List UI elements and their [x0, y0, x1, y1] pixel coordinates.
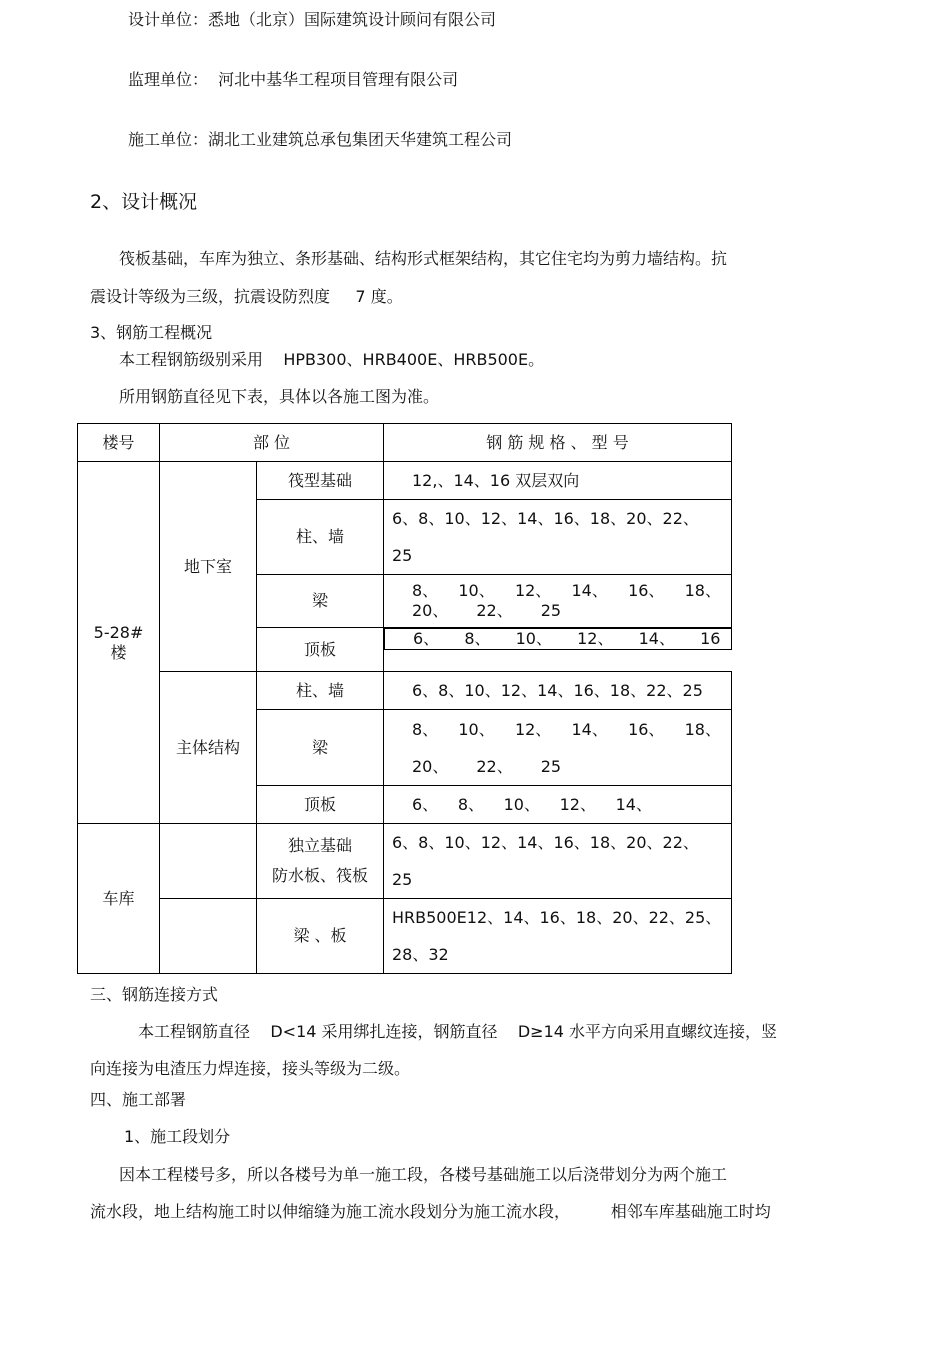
- building-suffix: 楼: [110, 642, 127, 662]
- spec-cell: [384, 710, 732, 786]
- spec-value: 10、: [515, 629, 552, 648]
- spec-value: 22、: [476, 756, 513, 776]
- spec-cell: 6、8、10、12、14、16、18、22、25: [384, 672, 732, 710]
- spec-value: 14、: [571, 719, 608, 739]
- section3-heading: 3、钢筋工程概况: [90, 323, 213, 342]
- spec-line: 25: [392, 870, 413, 889]
- header-building: 楼号: [78, 424, 160, 462]
- table-row: [78, 672, 732, 710]
- table-row: [78, 462, 732, 500]
- section2-heading: 2、设计概况: [90, 191, 198, 213]
- part-line: 防水板、筏板: [271, 866, 368, 885]
- deployment-paragraph-line1: 因本工程楼号多，所以各楼号为单一施工段，各楼号基础施工以后浇带划分为两个施工: [119, 1165, 728, 1184]
- spec-line: 25: [392, 546, 413, 565]
- deployment-heading: 四、施工部署: [90, 1090, 187, 1109]
- spec-line: 28、32: [392, 945, 449, 964]
- spec-value: 12、: [577, 629, 614, 648]
- spec-cell: [384, 500, 732, 575]
- section2-paragraph-line1: 筏板基础，车库为独立、条形基础、结构形式框架结构，其它住宅均为剪力墙结构。抗: [119, 249, 728, 268]
- spec-value: 14、: [638, 629, 675, 648]
- part-cell: 柱、墙: [257, 672, 384, 710]
- section3-paragraph-line1: 本工程钢筋级别采用 HPB300、HRB400E、HRB500E。: [119, 350, 545, 369]
- connection-paragraph-line1: 本工程钢筋直径 D<14 采用绑扎连接，钢筋直径 D≥14 水平方向采用直螺纹连接，竖: [138, 1022, 778, 1041]
- spec-value: 8、: [464, 629, 491, 648]
- spec-value: 10、: [503, 794, 540, 814]
- table-row: [78, 824, 732, 899]
- spec-value: 20、: [412, 601, 449, 620]
- table-row: [78, 899, 732, 974]
- spec-value: 12、: [514, 581, 552, 600]
- spec-value: 12、: [559, 794, 596, 814]
- spec-cell: [384, 628, 732, 650]
- spec-value: 8、: [412, 581, 439, 600]
- part-cell: [257, 824, 384, 899]
- spec-cell: [384, 824, 732, 899]
- spec-value: 25: [540, 601, 562, 620]
- main-structure-cell: 主体结构: [160, 672, 257, 824]
- spec-cell: [384, 899, 732, 974]
- part-line: 独立基础: [287, 836, 352, 855]
- connection-paragraph-line2: 向连接为电渣压力焊连接，接头等级为二级。: [90, 1059, 411, 1078]
- spec-value: 10、: [458, 719, 495, 739]
- table-header-row: [78, 424, 732, 462]
- deployment-paragraph-line2: 流水段，地上结构施工时以伸缩缝为施工流水段划分为施工流水段， 相邻车库基础施工时均: [90, 1202, 771, 1221]
- building-cell: [78, 462, 160, 824]
- spec-value: 14、: [615, 794, 652, 814]
- spec-value: 12、: [514, 719, 552, 739]
- construction-unit: 施工单位：湖北工业建筑总承包集团天华建筑工程公司: [128, 130, 513, 149]
- spec-cell: [384, 575, 732, 628]
- section3-paragraph-line2: 所用钢筋直径见下表，具体以各施工图为准。: [119, 387, 440, 406]
- spec-value: 18、: [684, 581, 721, 600]
- spec-value: 18、: [684, 719, 721, 739]
- part-cell: 顶板: [257, 786, 384, 824]
- spec-line: 6、8、10、12、14、16、18、20、22、: [392, 509, 699, 528]
- part-cell: 筏型基础: [257, 462, 384, 500]
- design-unit: 设计单位：悉地（北京）国际建筑设计顾问有限公司: [128, 10, 497, 29]
- part-cell: 梁: [257, 575, 384, 628]
- empty-part-cell: [160, 824, 257, 899]
- spec-value: 16、: [628, 581, 665, 600]
- part-cell: 柱、墙: [257, 500, 384, 575]
- spec-value: 10、: [458, 581, 495, 600]
- part-cell: 顶板: [257, 628, 384, 672]
- empty-part-cell: [160, 899, 257, 974]
- spec-cell: [384, 786, 732, 824]
- spec-value: 22、: [476, 601, 513, 620]
- deployment-subheading: 1、施工段划分: [124, 1127, 231, 1146]
- spec-value: 16、: [628, 719, 665, 739]
- spec-value: 8、: [457, 794, 484, 814]
- garage-cell: 车库: [78, 824, 160, 974]
- spec-line: HRB500E12、14、16、18、20、22、25、: [392, 908, 722, 927]
- header-spec: 钢 筋 规 格 、 型 号: [384, 424, 732, 462]
- building-number: 5-28#: [93, 622, 144, 642]
- spec-value: 8、: [412, 719, 439, 739]
- supervision-unit: 监理单位： 河北中基华工程项目管理有限公司: [128, 70, 459, 89]
- basement-cell: 地下室: [160, 462, 257, 672]
- spec-value: 16: [700, 629, 721, 648]
- spec-value: 6、: [412, 794, 439, 814]
- rebar-spec-table: [77, 423, 732, 974]
- spec-line: 6、8、10、12、14、16、18、20、22、: [392, 833, 699, 852]
- spec-value: 25: [540, 756, 562, 776]
- spec-value: 20、: [412, 756, 449, 776]
- section2-paragraph-line2: 震设计等级为三级，抗震设防烈度 7 度。: [90, 287, 403, 306]
- spec-value: 6、: [413, 629, 440, 648]
- part-cell: 梁 、板: [257, 899, 384, 974]
- spec-value: 14、: [571, 581, 608, 600]
- connection-heading: 三、钢筋连接方式: [90, 985, 219, 1004]
- part-cell: 梁: [257, 710, 384, 786]
- header-part: 部 位: [160, 424, 384, 462]
- spec-cell: 12,、14、16 双层双向: [384, 462, 732, 500]
